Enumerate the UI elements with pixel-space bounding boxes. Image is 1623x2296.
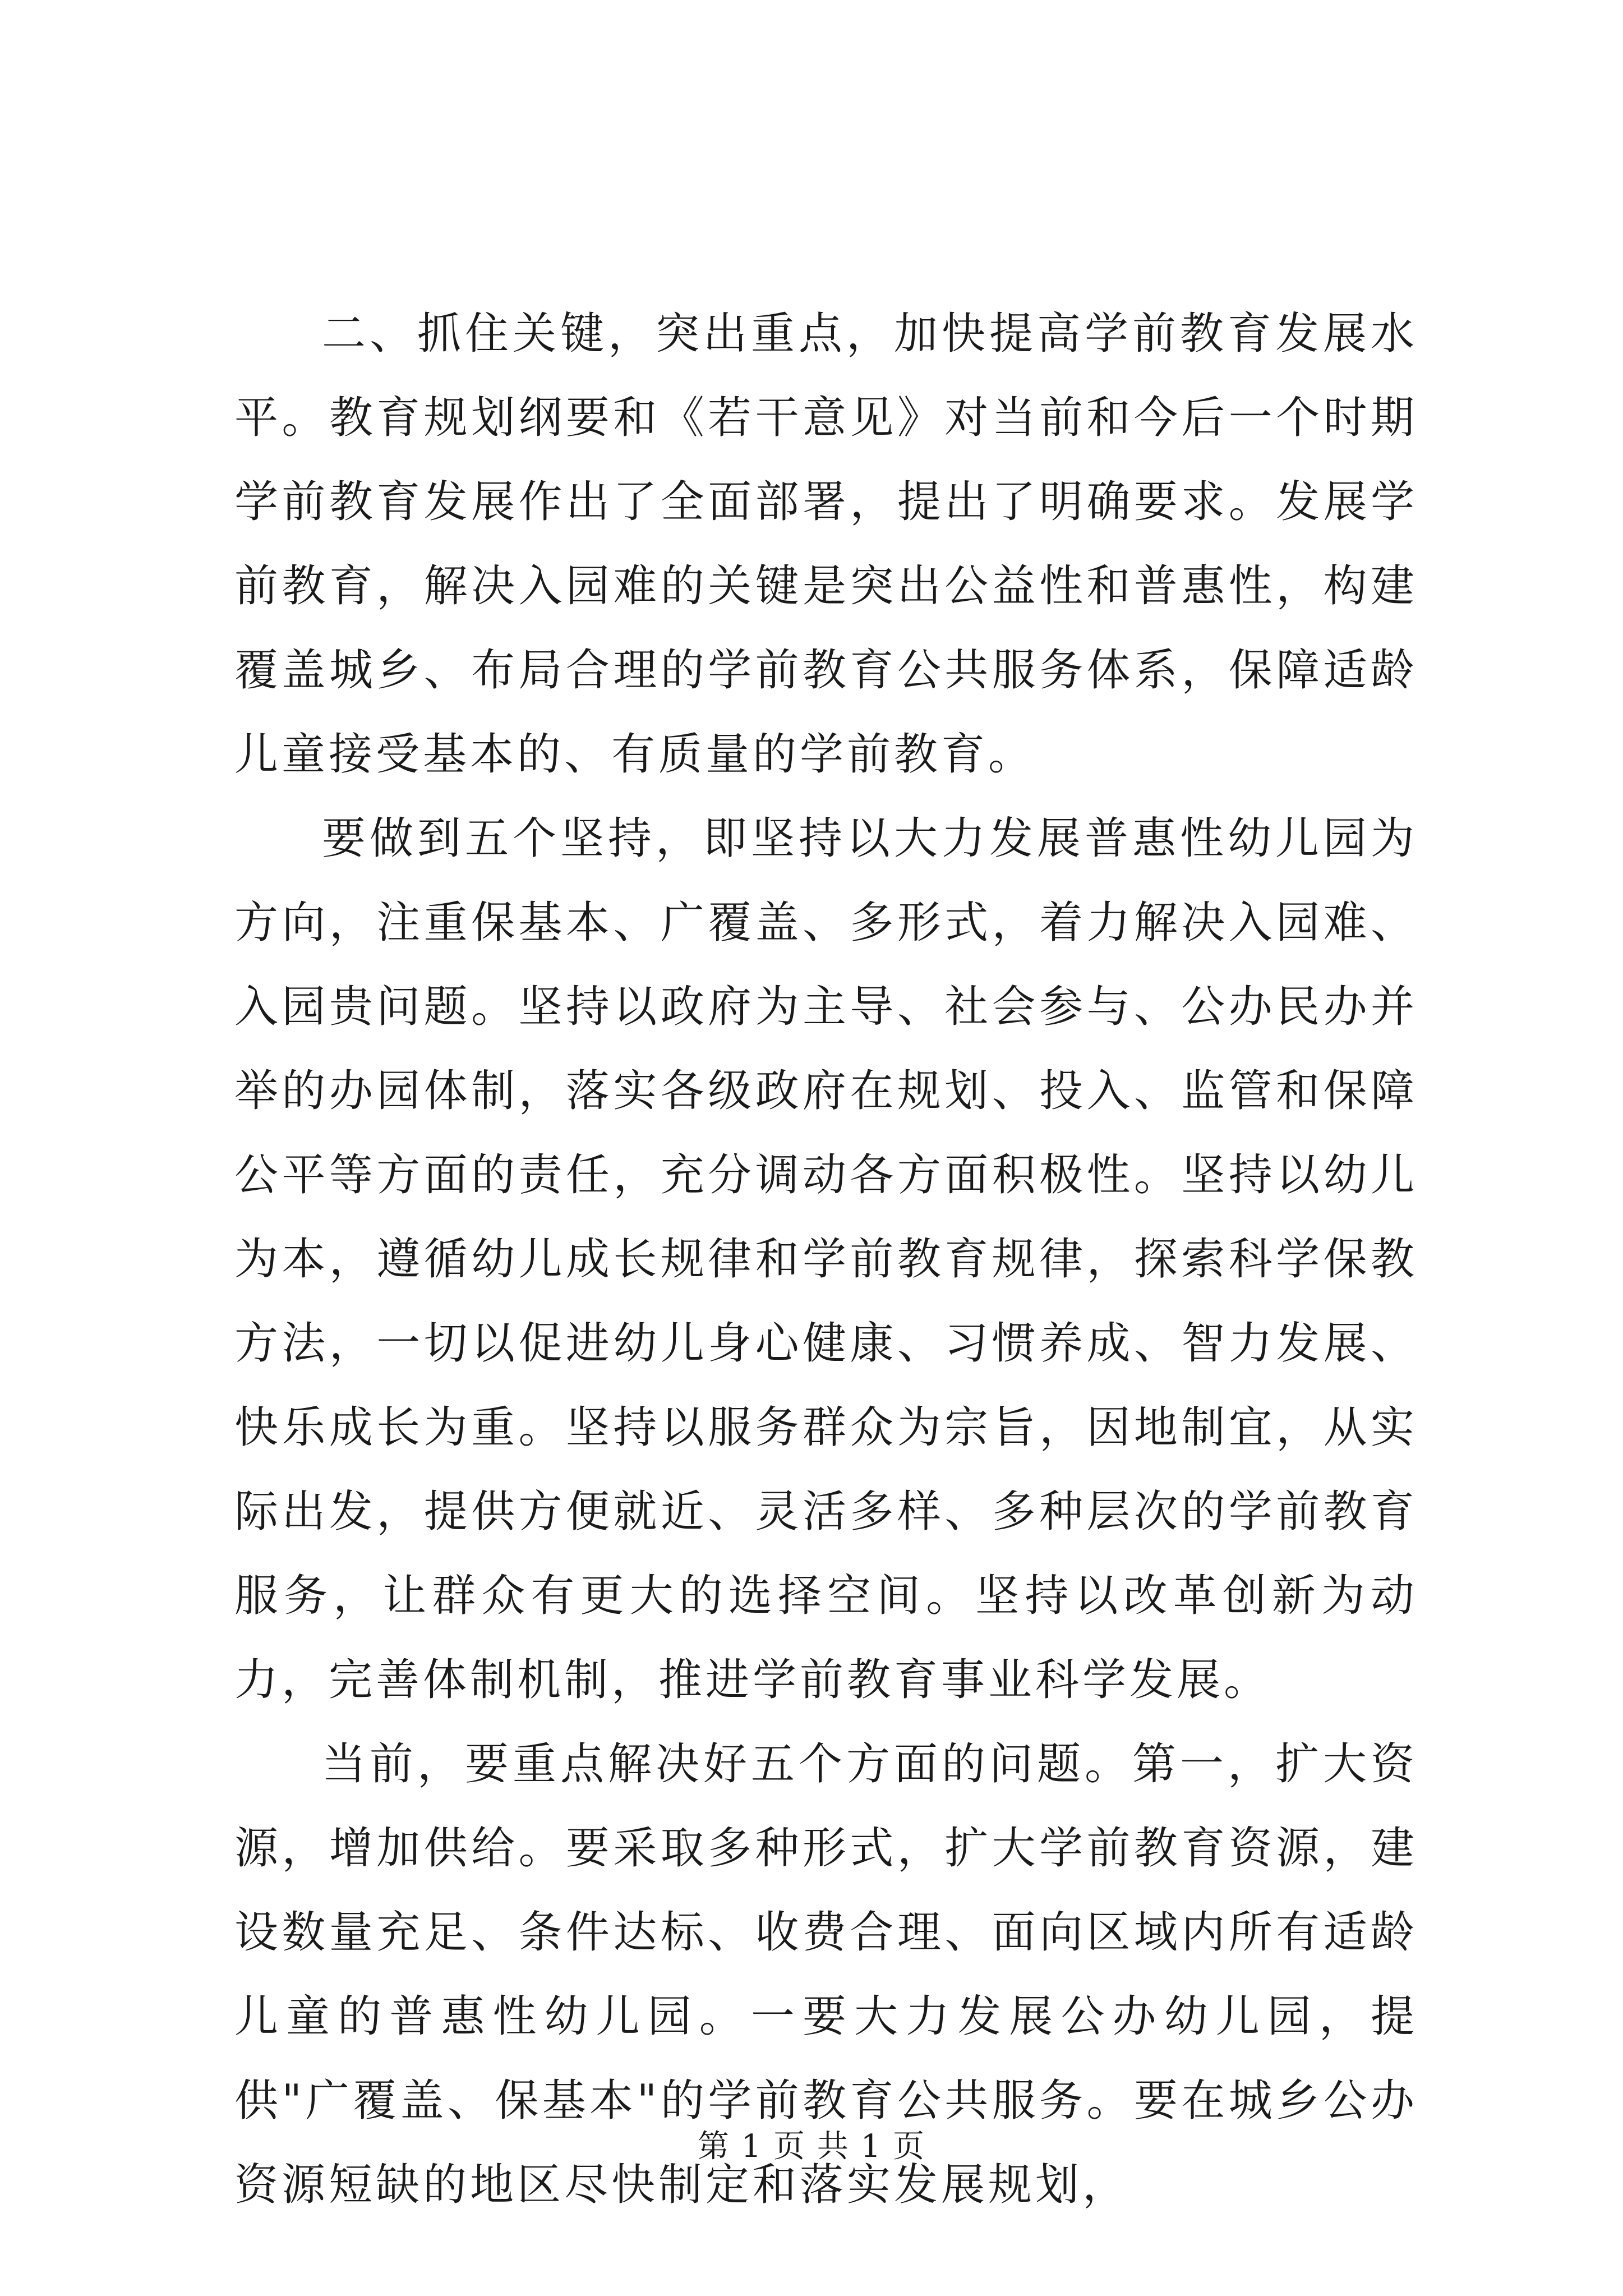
page-footer: 第 1 页 共 1 页 xyxy=(697,2128,926,2165)
paragraph-3: 当前，要重点解决好五个方面的问题。第一，扩大资源，增加供给。要采取多种形式，扩大学前教育资源，建设数量充足、条件达标、收费合理、面向区域内所有适龄儿童的普惠性幼儿园。一要大力发展公办幼儿园，提供"广覆盖、保基本"的学前教育公共服务。要在城乡公办资源短缺的地区尽快制定和落实发展规划， xyxy=(234,1739,1418,2210)
document-body xyxy=(234,292,1418,2227)
paragraph-1: 二、抓住关键，突出重点，加快提高学前教育发展水平。教育规划纲要和《若干意见》对当前和今后一个时期学前教育发展作出了全面部署，提出了明确要求。发展学前教育，解决入园难的关键是突出公益性和普惠性，构建覆盖城乡、布局合理的学前教育公共服务体系，保障适龄儿童接受基本的、有质量的学前教育。 xyxy=(234,309,1418,780)
paragraph-2: 要做到五个坚持，即坚持以大力发展普惠性幼儿园为方向，注重保基本、广覆盖、多形式，着力解决入园难、入园贵问题。坚持以政府为主导、社会参与、公办民办并举的办园体制，落实各级政府在规划、投入、监管和保障公平等方面的责任，充分调动各方面积极性。坚持以幼儿为本，遵循幼儿成长规律和学前教育规律，探索科学保教方法，一切以促进幼儿身心健康、习惯养成、智力发展、快乐成长为重。坚持以服务群众为宗旨，因地制宜，从实际出发，提供方便就近、灵活多样、多种层次的学前教育服务，让群众有更大的选择空间。坚持以改革创新为动力，完善体制机制，推进学前教育事业科学发展。 xyxy=(234,813,1418,1705)
